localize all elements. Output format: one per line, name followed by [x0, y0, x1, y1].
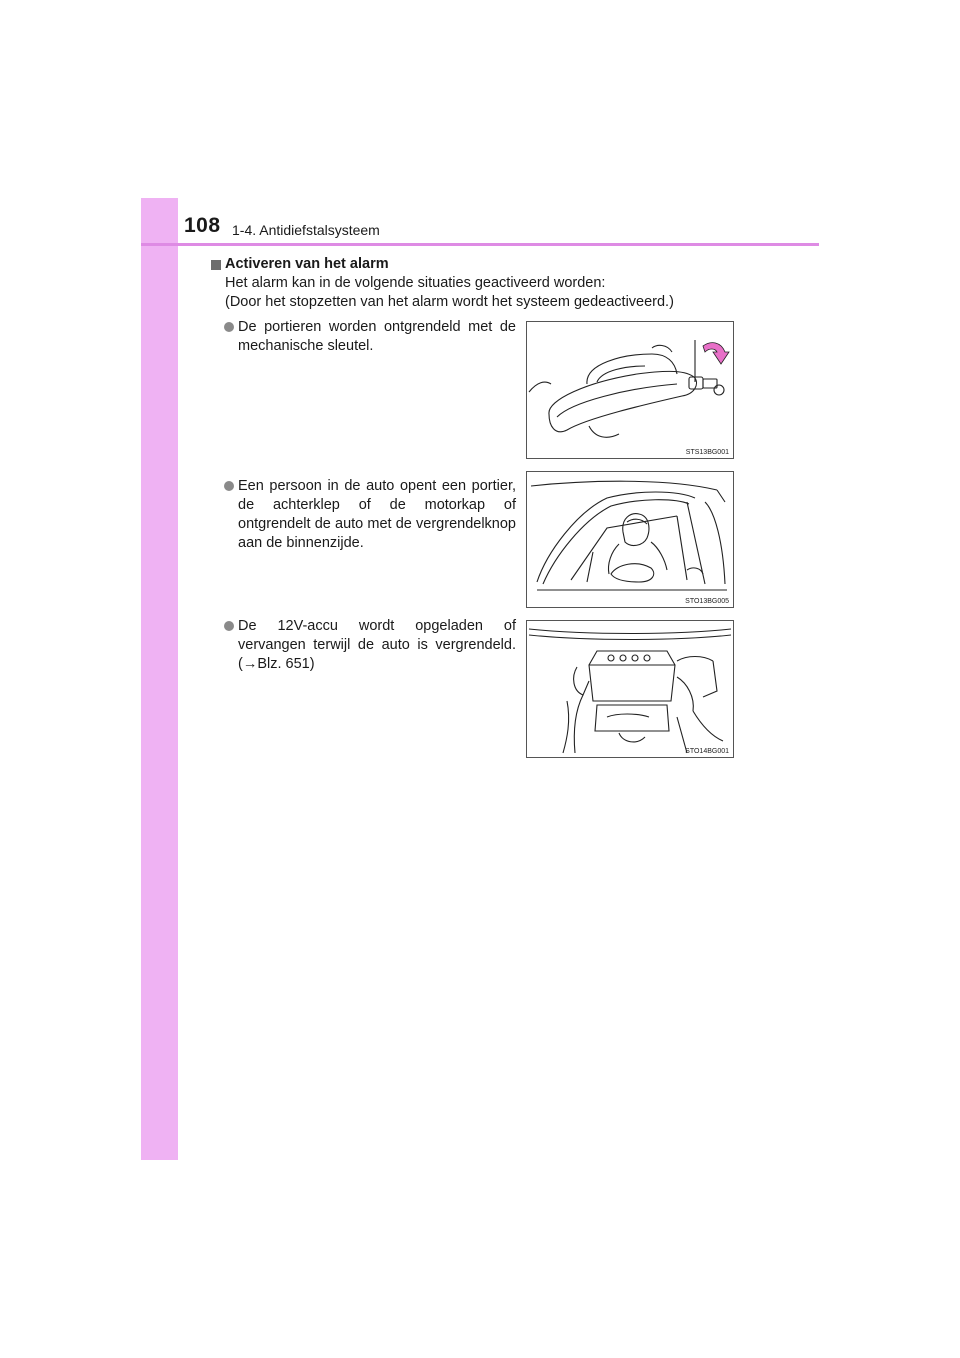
- list-item: [224, 477, 516, 553]
- chapter-side-tab: [141, 198, 178, 1160]
- page-number: 108: [184, 214, 221, 237]
- circle-bullet-icon: [224, 322, 234, 332]
- intro-line-2: (Door het stopzetten van het alarm wordt het systeem gedeactiveerd.): [225, 294, 674, 310]
- header-rule: [141, 243, 819, 246]
- figure-code: STO13BG005: [685, 598, 729, 605]
- circle-bullet-icon: [224, 481, 234, 491]
- figure-code: STS13BG001: [685, 449, 729, 456]
- list-item-text: Een persoon in de auto opent een portier, de achterklep of de motorkap of ontgrendelt de auto met de vergrendelknop aan de binnenzijde.: [238, 478, 516, 551]
- person-in-car-illustration: [526, 471, 734, 608]
- square-bullet-icon: [211, 260, 221, 270]
- intro-line-1: Het alarm kan in de volgende situaties geactiveerd worden:: [225, 275, 606, 291]
- chapter-title: 1-4. Antidiefstalsysteem: [232, 222, 380, 238]
- list-item: [224, 318, 516, 356]
- car-door-drawing: [527, 472, 733, 607]
- section-heading: [211, 256, 389, 272]
- battery-replacement-illustration: [526, 620, 734, 758]
- battery-drawing: [527, 621, 733, 757]
- section-heading-text: Activeren van het alarm: [225, 256, 389, 272]
- figure-code: STO14BG001: [685, 748, 729, 755]
- list-item: [224, 617, 516, 674]
- circle-bullet-icon: [224, 621, 234, 631]
- rotate-arrow-icon: [703, 343, 729, 364]
- door-handle-drawing: [527, 322, 733, 458]
- list-item-text: De portieren worden ontgrendeld met de mechanische sleutel.: [238, 319, 516, 354]
- section-intro: [225, 274, 825, 312]
- list-item-text: De 12V-accu wordt opgeladen of vervangen terwijl de auto is vergrendeld. (→Blz. 651): [238, 618, 516, 672]
- door-handle-key-illustration: [526, 321, 734, 459]
